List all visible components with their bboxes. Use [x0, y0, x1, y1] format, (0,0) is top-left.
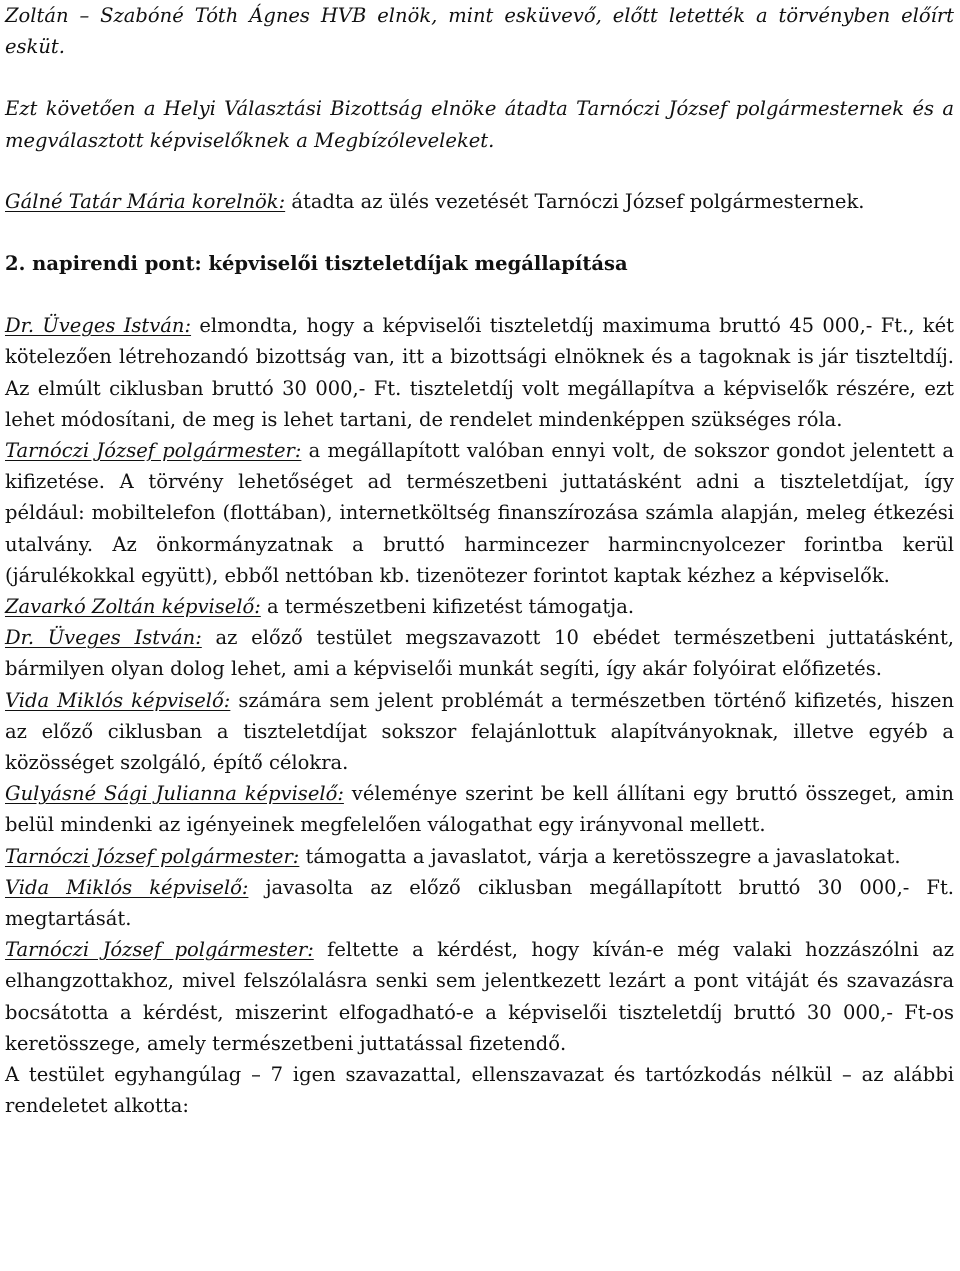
paragraph-text: feltette a kérdést, hogy kíván-e még valaki hozzászólni az elhangzottakhoz, mivel felszólalásra senki sem jelentkezett lezárt a pont vitáját és szavazásra bocsátotta a kérdést, miszerint elfogadható-e a képviselői tiszteletdíj bruttó 30 000,- Ft-os keretösszege, amely természetbeni juttatással fizetendő.: [5, 938, 954, 1055]
heading-text: 2. napirendi pont: képviselői tiszteletdíjak megállapítása: [5, 252, 628, 276]
paragraph-speech: [5, 622, 954, 684]
paragraph-speech: [5, 685, 954, 779]
paragraph-text: a természetbeni kifizetést támogatja.: [260, 595, 635, 619]
paragraph-text: támogatta a javaslatot, várja a keretösszegre a javaslatokat.: [299, 844, 901, 868]
speaker-name: Zavarkó Zoltán képviselő:: [5, 595, 261, 619]
speaker-name: Gálné Tatár Mária korelnök:: [5, 189, 286, 213]
speaker-name: Tarnóczi József polgármester:: [5, 439, 302, 463]
paragraph-text: javasolta az előző ciklusban megállapított bruttó 30 000,- Ft. megtartását.: [5, 875, 954, 931]
speaker-name: Gulyásné Sági Julianna képviselő:: [5, 782, 344, 806]
paragraph-credentials: [5, 93, 954, 155]
paragraph-speech: [5, 310, 954, 435]
paragraph-text: a megállapított valóban ennyi volt, de sokszor gondot jelentett a kifizetése. A törvény lehetőséget ad természetbeni juttatásként adni a tiszteletdíjat, így például: mobiltelefon (flottában), internetköltség finanszírozása számla alapján, meleg étkezési utalvány. Az önkormányzatnak a bruttó harmincezer harmincnyolcezer forintba kerül (járulékokkal együtt), ebből nettóban kb. tizenötezer forintot kaptak kézhez a képviselők.: [5, 439, 955, 587]
paragraph-resolution: [5, 1059, 954, 1121]
paragraph-text: az előző testület megszavazott 10 ebédet természetbeni juttatásként, bármilyen olyan dolog lehet, ami a képviselői munkát segíti, így akár folyóirat előfizetés.: [5, 626, 954, 681]
paragraph-text: Zoltán – Szabóné Tóth Ágnes HVB elnök, mint esküvevő, előtt letették a törvényben előírt esküt.: [5, 4, 954, 59]
paragraph-text: elmondta, hogy a képviselői tiszteletdíj maximuma bruttó 45 000,- Ft., két kötelezően létrehozandó bizottság van, itt a bizottsági elnöknek és a tagoknak is jár tiszteltdíj. Az elmúlt ciklusban bruttó 30 000,- Ft. tiszteletdíj volt megállapítva a képviselők részére, ezt lehet módosítani, de meg is lehet tartani, de rendelet mindenképpen szükséges róla.: [5, 314, 955, 431]
paragraph-handover: [5, 186, 954, 217]
paragraph-speech: [5, 841, 954, 872]
paragraph-text: számára sem jelent problémát a természetben történő kifizetés, hiszen az előző ciklusban a tiszteletdíjat sokszor felajánlottuk alapítványoknak, illetve egyéb a közösséget szolgáló, építő célokra.: [5, 688, 955, 775]
agenda-heading: [5, 248, 954, 279]
paragraph-oath: [5, 0, 954, 62]
paragraph-speech: [5, 872, 954, 934]
speaker-name: Tarnóczi József polgármester:: [5, 844, 300, 868]
speaker-name: Tarnóczi József polgármester:: [5, 938, 314, 962]
paragraph-text: átadta az ülés vezetését Tarnóczi József polgármesternek.: [285, 189, 865, 213]
paragraph-text: A testület egyhangúlag – 7 igen szavazattal, ellenszavazat és tartózkodás nélkül – az alábbi rendeletet alkotta:: [5, 1063, 954, 1118]
paragraph-speech: [5, 435, 954, 591]
speaker-name: Dr. Üveges István:: [5, 314, 192, 338]
speaker-name: Vida Miklós képviselő:: [5, 875, 249, 899]
speaker-name: Vida Miklós képviselő:: [5, 688, 231, 712]
paragraph-text: véleménye szerint be kell állítani egy bruttó összeget, amin belül mindenki az igényeinek megfelelően válogathat egy irányvonal mellett.: [5, 782, 954, 837]
paragraph-speech: [5, 778, 954, 840]
paragraph-speech: [5, 934, 954, 1059]
paragraph-speech: [5, 591, 954, 622]
paragraph-text: Ezt követően a Helyi Választási Bizottság elnöke átadta Tarnóczi József polgármesternek és a megválasztott képviselőknek a Megbízóleveleket.: [5, 97, 954, 152]
speaker-name: Dr. Üveges István:: [5, 626, 202, 650]
